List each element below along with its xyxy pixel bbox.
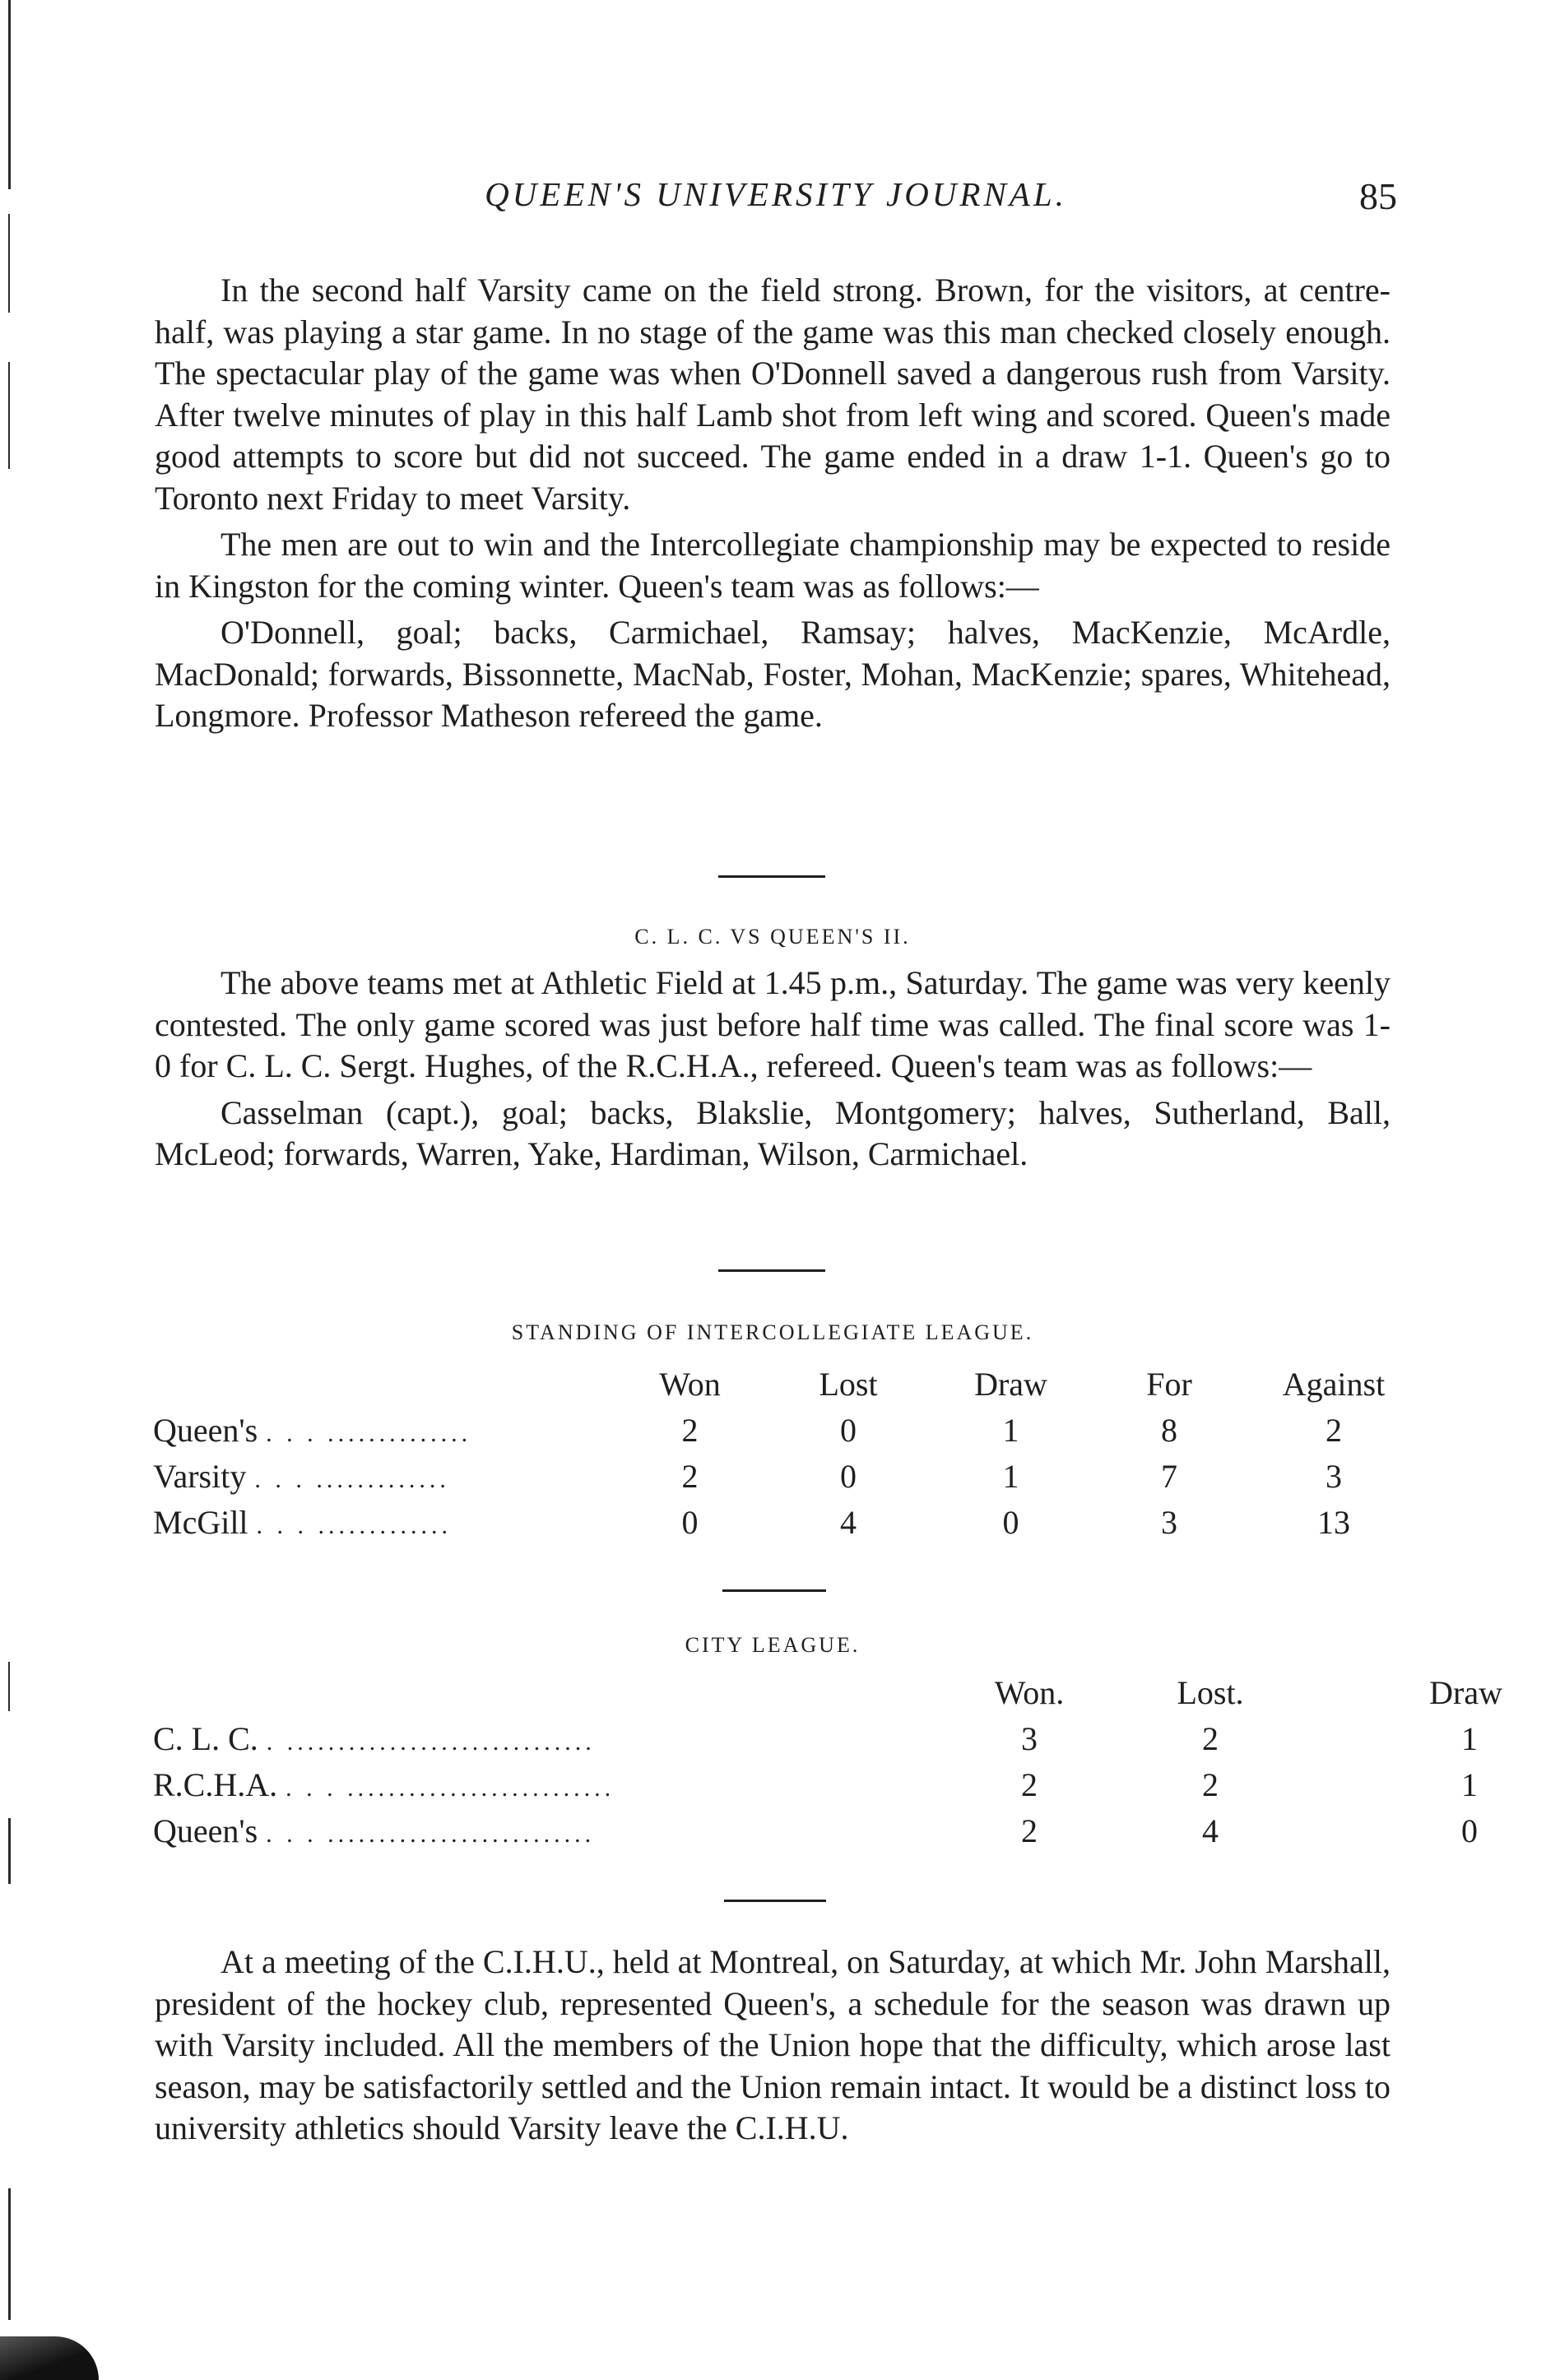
column-header: Lost. [1177,1674,1244,1711]
table-cell: 1 [1002,1411,1019,1449]
leader-dots: . . . ............. [254,1465,450,1493]
table-cell: 3 [1021,1719,1038,1757]
column-header: Lost [819,1366,878,1403]
table-row [153,1715,1502,1761]
paragraph: The men are out to win and the Intercollegiate championship may be expected to reside in Kingston for the coming winter. Queen's team was as follows:— [155,526,1391,605]
scan-edge-mark [8,362,10,469]
section-divider [718,875,825,878]
section-heading: CITY LEAGUE. [685,1633,861,1657]
leader-dots: . . . .......................... [266,1820,596,1848]
intercollegiate-standings-table [153,1362,1420,1545]
leader-dots: . . . .......................... [286,1774,615,1802]
football-report [155,270,1391,742]
section-heading: STANDING OF INTERCOLLEGIATE LEAGUE. [511,1320,1034,1344]
scan-edge-mark [8,214,10,313]
table-cell: 2 [1202,1719,1219,1757]
table-cell: 0 [840,1411,857,1449]
team-name: Queen's [153,1812,258,1849]
table-header-row [153,1670,1502,1715]
leader-dots: . .............................. [266,1728,596,1756]
table-cell: 0 [1002,1503,1019,1541]
table-row [153,1499,1420,1545]
column-header: Against [1282,1366,1386,1403]
column-header: Draw [974,1366,1047,1403]
paragraph: In the second half Varsity came on the field strong. Brown, for the visitors, at centre-half, was playing a star game. In no stage of the game was this man checked closely enough. The spectacular play of the game was when O'Donnell saved a dangerous rush from Varsity. After twelve minutes of play in this half Lamb shot from left wing and scored. Queen's made good attempts to score but did not succeed. The game ended in a draw 1-1. Queen's go to Toronto next Friday to meet Varsity. [155,271,1391,517]
table-cell: 0 [840,1457,857,1495]
table-cell: 2 [681,1411,699,1449]
table-cell: 0 [681,1503,699,1541]
page-header [155,174,1397,232]
scan-edge-mark [8,1662,10,1711]
scan-edge-mark [8,1818,11,1884]
table-header-row [153,1362,1420,1407]
paragraph: At a meeting of the C.I.H.U., held at Montreal, on Saturday, at which Mr. John Marshall, president of the hockey club, represented Queen's, a schedule for the season was drawn up with Varsity included. All the members of the Union hope that the difficulty, which arose last season, may be satisfactorily settled and the Union remain intact. It would be a distinct loss to university athletics should Varsity leave the C.I.H.U. [155,1943,1391,2146]
leader-dots: . . . ............. [256,1511,453,1539]
journal-title: QUEEN'S UNIVERSITY JOURNAL. [485,175,1067,213]
leader-dots: . . . .............. [266,1419,472,1447]
table-cell: 1 [1461,1719,1478,1757]
team-name: McGill [153,1503,248,1541]
table-cell: 2 [1021,1765,1038,1803]
team-name: R.C.H.A. [153,1765,278,1803]
section-heading: C. L. C. VS QUEEN'S II. [634,925,911,949]
table-cell: 2 [1202,1765,1219,1803]
table-cell: 2 [681,1457,699,1495]
table-cell: 1 [1002,1457,1019,1495]
column-header: Won. [994,1674,1065,1711]
table-cell: 4 [840,1503,857,1541]
column-header: Draw [1429,1674,1502,1711]
team-name: Varsity [153,1457,247,1495]
column-header: For [1146,1366,1192,1403]
paragraph: The above teams met at Athletic Field at 1.45 p.m., Saturday. The game was very keenly contested. The only game scored was just before half time was called. The final score was 1-0 for C. L. C. Sergt. Hughes, of the R.C.H.A., refereed. Queen's team was as follows:— [155,964,1391,1084]
team-name: Queen's [153,1411,258,1449]
match-report [155,963,1391,1181]
table-row [153,1761,1502,1807]
table-cell: 13 [1317,1503,1350,1541]
section-divider [718,1269,825,1272]
table-cell: 0 [1461,1812,1478,1849]
hockey-union-report [155,1942,1391,2155]
paragraph: O'Donnell, goal; backs, Carmichael, Ramsay; halves, MacKenzie, McArdle, MacDonald; forwards, Bissonnette, MacNab, Foster, Mohan, MacKenzie; spares, Whitehead, Longmore. Professor Matheson refereed the game. [155,614,1391,734]
table-cell: 3 [1161,1503,1177,1541]
table-row [153,1807,1502,1853]
paragraph: Casselman (capt.), goal; backs, Blakslie, Montgomery; halves, Sutherland, Ball, McLeod; forwards, Warren, Yake, Hardiman, Wilson, Carmichael. [155,1093,1391,1172]
section-divider [724,1900,826,1902]
scan-edge-mark [8,0,11,189]
table-cell: 1 [1461,1765,1478,1803]
scan-edge-mark [8,2188,11,2320]
table-cell: 7 [1161,1457,1177,1495]
table-cell: 4 [1202,1812,1219,1849]
table-cell: 3 [1326,1457,1342,1495]
team-name: C. L. C. [153,1719,258,1757]
city-league-table [153,1670,1502,1853]
table-cell: 2 [1021,1812,1038,1849]
table-cell: 8 [1161,1411,1177,1449]
column-header: Won [659,1366,721,1403]
scan-corner-shadow [0,2336,99,2380]
page-number: 85 [1359,175,1397,217]
table-row [153,1407,1420,1453]
section-divider [722,1589,826,1592]
table-row [153,1453,1420,1499]
table-cell: 2 [1326,1411,1342,1449]
